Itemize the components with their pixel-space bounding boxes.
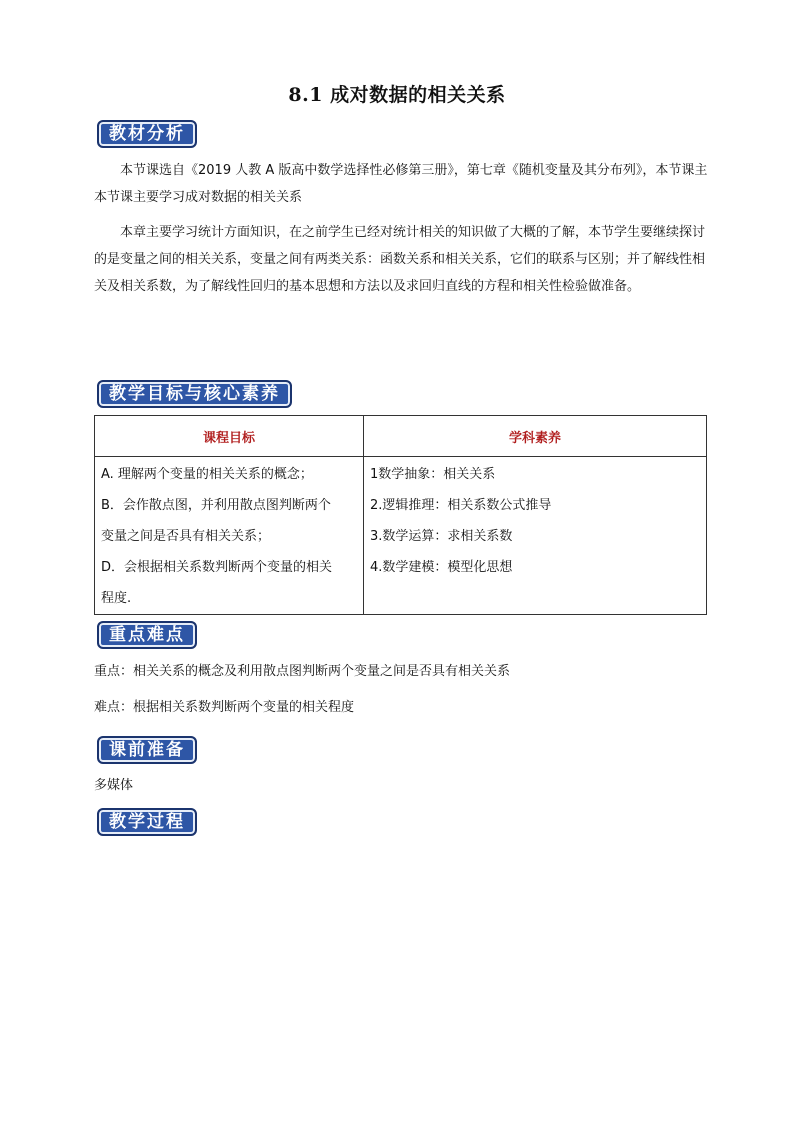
course-goal-line: 程度. — [101, 591, 132, 606]
course-goal-line: B．会作散点图，并利用散点图判断两个 — [101, 498, 331, 513]
core-literacy-cell — [364, 457, 707, 615]
course-goal-line: A. 理解两个变量的相关关系的概念； — [101, 467, 313, 482]
analysis-paragraph-2: 本章主要学习统计方面知识，在之前学生已经对统计相关的知识做了大概的了解，本节学生要继续探讨的是变量之间的相关关系，变量之间有两类关系：函数关系和相关关系，它们的联系与区别；并了解线性相关及相关系数，为了解线性回归的基本思想和方法以及求回归直线的方程和相关性检验做准备。 — [94, 225, 706, 294]
section-badge-preparation: 课前准备 — [97, 736, 197, 764]
section-badge-key-points: 重点难点 — [97, 621, 197, 649]
preparation-text: 多媒体 — [94, 778, 134, 793]
section-badge-goals: 教学目标与核心素养 — [97, 380, 292, 408]
core-literacy-line: 2.逻辑推理：相关系数公式推导 — [370, 498, 552, 513]
difficulty-text: 难点：根据相关系数判断两个变量的相关程度 — [94, 700, 355, 715]
table-header-core-literacy: 学科素养 — [364, 416, 707, 457]
section-badge-process: 教学过程 — [97, 808, 197, 836]
core-literacy-line: 1数学抽象：相关关系 — [370, 467, 496, 482]
course-goal-line: 变量之间是否具有相关关系； — [101, 529, 271, 544]
page-title: 8.1 成对数据的相关关系 — [288, 84, 506, 106]
table-header-course-goals: 课程目标 — [95, 416, 364, 457]
core-literacy-line: 3.数学运算：求相关系数 — [370, 529, 513, 544]
focus-text: 重点：相关关系的概念及利用散点图判断两个变量之间是否具有相关关系 — [94, 664, 511, 679]
section-badge-analysis: 教材分析 — [97, 120, 197, 148]
analysis-paragraph-1: 本节课选自《2019 人教 A 版高中数学选择性必修第三册》，第七章《随机变量及其分布列》，本节课主本节课主要学习成对数据的相关关系 — [94, 163, 708, 205]
course-goal-line: D．会根据相关系数判断两个变量的相关 — [101, 560, 333, 575]
goals-table — [94, 415, 707, 615]
course-goals-cell — [95, 457, 364, 615]
core-literacy-line: 4.数学建模：模型化思想 — [370, 560, 513, 575]
